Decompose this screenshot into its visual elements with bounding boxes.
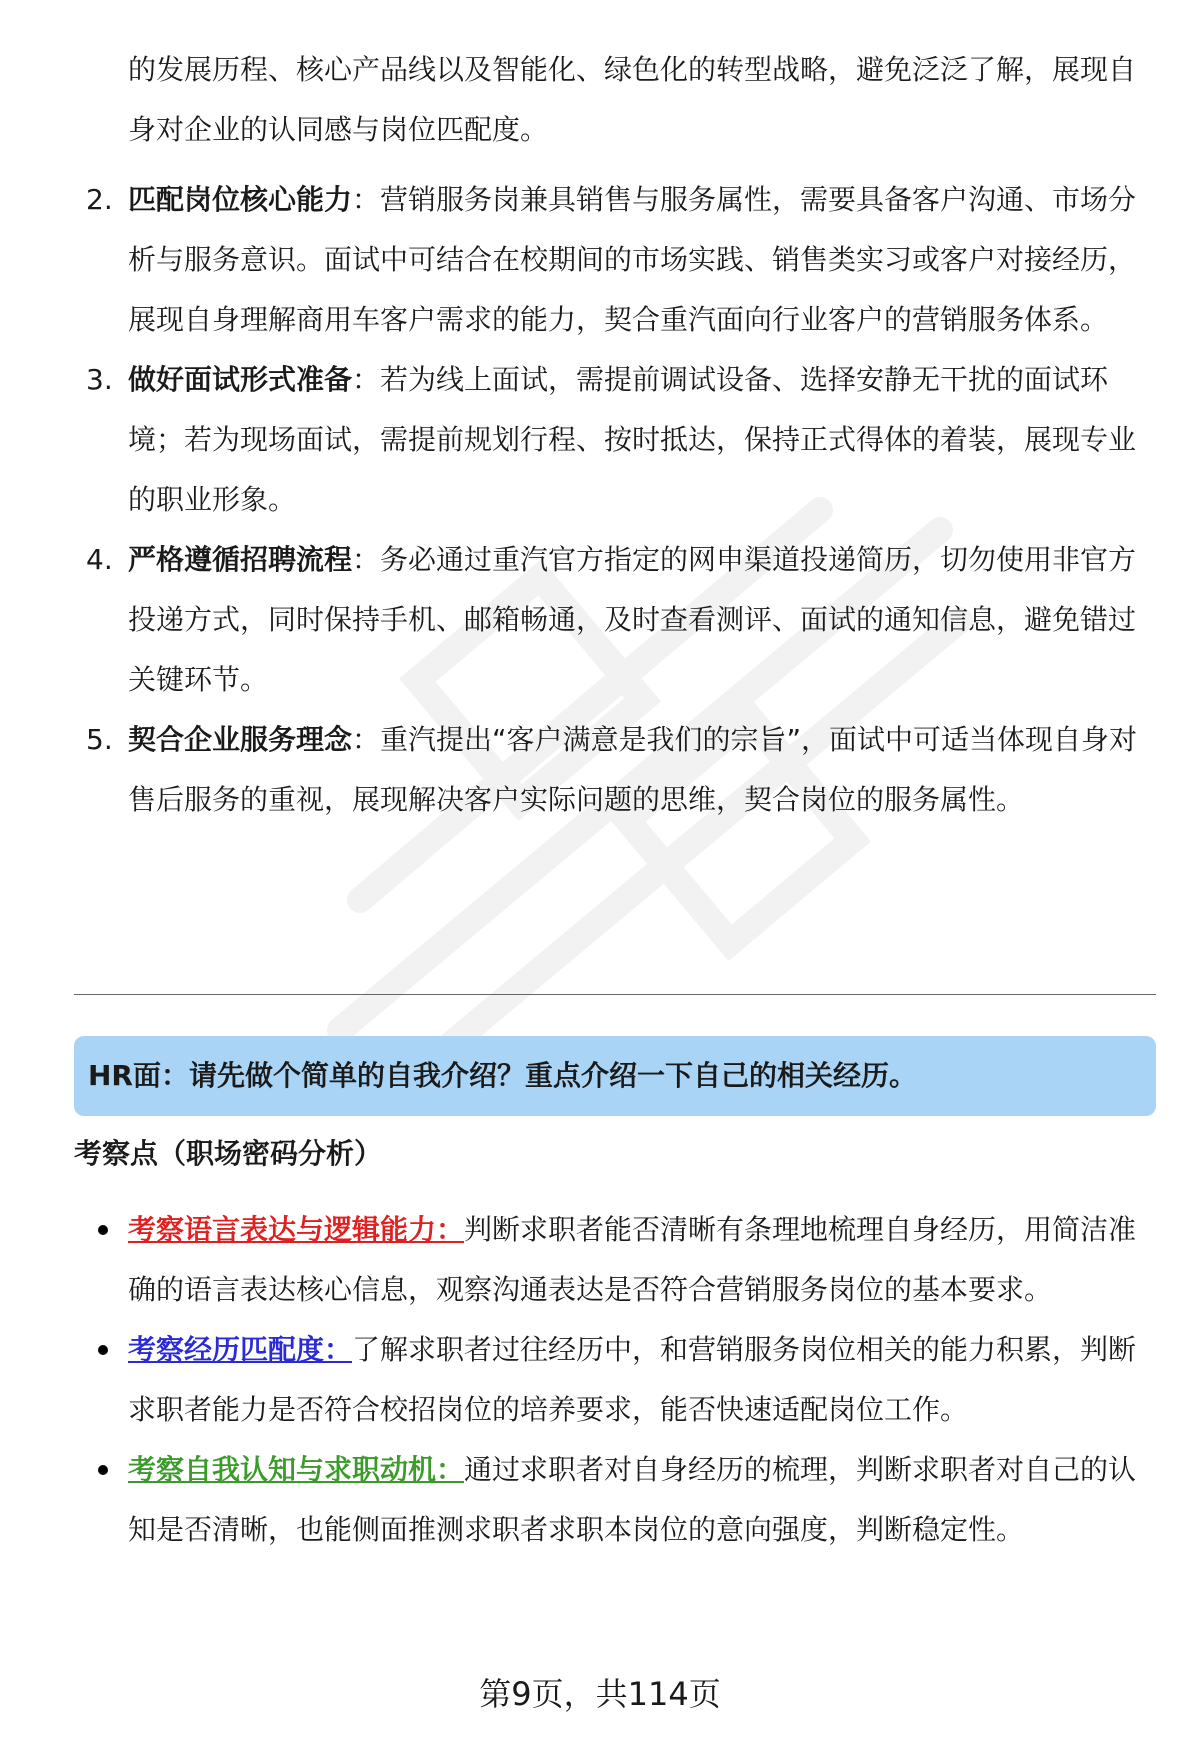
tip-separator: ： [352, 183, 381, 216]
numbered-tips-list [78, 170, 1138, 830]
tip-term: 做好面试形式准备 [128, 363, 353, 396]
assessment-point-item [74, 1200, 1156, 1320]
section-divider [74, 994, 1156, 995]
assessment-point-item [74, 1440, 1156, 1560]
tip-text: 若为线上面试，需提前调试设备、选择安静无干扰的面试环境；若为现场面试，需提前规划行程、按时抵达，保持正式得体的着装，展现专业的职业形象。 [128, 363, 1137, 516]
assessment-points-list [74, 1200, 1156, 1560]
tip-number: 4. [86, 543, 113, 576]
assessment-text: 了解求职者过往经历中，和营销服务岗位相关的能力积累，判断求职者能力是否符合校招岗位的培养要求，能否快速适配岗位工作。 [128, 1333, 1137, 1426]
tip-separator: ： [352, 363, 381, 396]
numbered-tip-item [78, 530, 1138, 710]
hr-question-box [74, 1036, 1156, 1116]
assessment-term: 考察自我认知与求职动机： [128, 1453, 465, 1486]
tip-separator: ： [352, 543, 381, 576]
numbered-tip-item [78, 710, 1138, 830]
bullet-dot-icon [98, 1225, 108, 1235]
assessment-text: 判断求职者能否清晰有条理地梳理自身经历，用简洁准确的语言表达核心信息，观察沟通表达是否符合营销服务岗位的基本要求。 [128, 1213, 1137, 1306]
hr-question-text: HR面：请先做个简单的自我介绍？重点介绍一下自己的相关经历。 [88, 1059, 917, 1092]
tip-number: 2. [86, 183, 113, 216]
bullet-dot-icon [98, 1345, 108, 1355]
assessment-point-item [74, 1320, 1156, 1440]
assessment-term: 考察经历匹配度： [128, 1333, 353, 1366]
assessment-term: 考察语言表达与逻辑能力： [128, 1213, 465, 1246]
intro-continuation: 的发展历程、核心产品线以及智能化、绿色化的转型战略，避免泛泛了解，展现自身对企业的认同感与岗位匹配度。 [128, 53, 1137, 146]
tip-term: 匹配岗位核心能力 [128, 183, 353, 216]
numbered-tip-item [78, 170, 1138, 350]
numbered-tip-item [78, 350, 1138, 530]
tip-number: 5. [86, 723, 113, 756]
tip-separator: ： [352, 723, 381, 756]
tip-text: 务必通过重汽官方指定的网申渠道投递简历，切勿使用非官方投递方式，同时保持手机、邮箱畅通，及时查看测评、面试的通知信息，避免错过关键环节。 [128, 543, 1137, 696]
bullet-dot-icon [98, 1465, 108, 1475]
section-label: 考察点（职场密码分析） [74, 1137, 383, 1170]
tip-text: 重汽提出“客户满意是我们的宗旨”，面试中可适当体现自身对售后服务的重视，展现解决客户实际问题的思维，契合岗位的服务属性。 [128, 723, 1138, 816]
tip-term: 严格遵循招聘流程 [128, 543, 353, 576]
tip-number: 3. [86, 363, 113, 396]
assessment-text: 通过求职者对自身经历的梳理，判断求职者对自己的认知是否清晰，也能侧面推测求职者求职本岗位的意向强度，判断稳定性。 [128, 1453, 1137, 1546]
tip-term: 契合企业服务理念 [128, 723, 353, 756]
tip-text: 营销服务岗兼具销售与服务属性，需要具备客户沟通、市场分析与服务意识。面试中可结合在校期间的市场实践、销售类实习或客户对接经历，展现自身理解商用车客户需求的能力，契合重汽面向行业客户的营销服务体系。 [128, 183, 1137, 336]
page-footer: 第9页，共114页 [479, 1675, 721, 1713]
